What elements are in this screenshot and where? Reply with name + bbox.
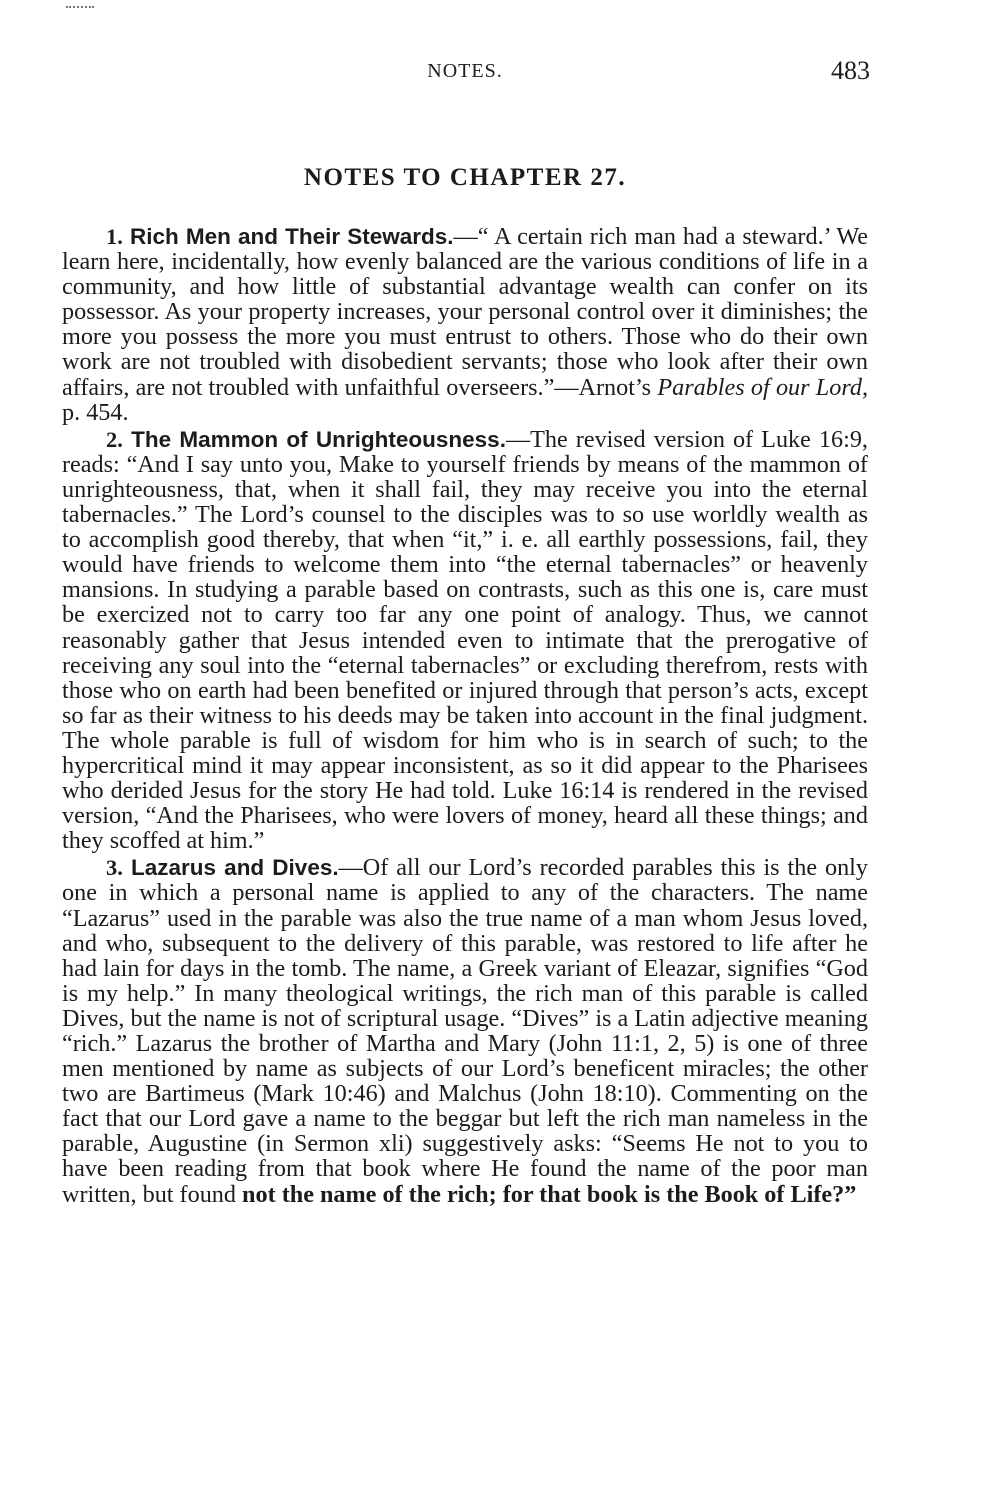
chapter-heading: NOTES TO CHAPTER 27. xyxy=(303,164,627,191)
note-1-number: 1. xyxy=(106,224,123,249)
running-head xyxy=(60,56,870,86)
note-3-final-line: not the name of the rich; for that book is the Book of Life?” xyxy=(242,1180,857,1208)
note-3-number: 3. xyxy=(106,855,123,881)
note-3-title: Lazarus and Dives. xyxy=(131,855,339,881)
note-3-heading xyxy=(106,855,339,880)
note-1 xyxy=(62,224,868,425)
scan-artifact xyxy=(66,6,94,12)
note-2-body: —The revised version of Luke 16:9, reads: “And I say unto you, Make to yourself friends by means of the mammon of unrighteousness, that, when it shall fail, they may receive you into the eternal tabernacles.” The Lord’s counsel to the disciples was to so use worldly wealth as to accomplish good thereby, that when “it,” i. e. all earthly possessions, fail, they would have friends to welcome them into “the eternal tabernacles” or heavenly mansions. In studying a parable based on contrasts, such as this one is, care must be exercized not to carry too far any one point of analogy. Thus, we cannot reasonably gather that Jesus intended even to intimate that the prerogative of receiving any soul into the “eternal tabernacles” or excluding therefrom, rests with those who on earth had been benefited or injured through that person’s acts, except so far as their witness to his deeds may be taken into account in the final judgment. The whole parable is full of wisdom for him who is in search of such; to the hypercritical mind it may appear inconsistent, as so it did appear to the Pharisees who derided Jesus for the story He had told. Luke 16:14 is rendered in the revised version, “And the Pharisees, who were lovers of money, heard all these things; and they scoffed at him.” xyxy=(62,425,868,855)
note-1-title: Rich Men and Their Stewards. xyxy=(130,224,454,249)
note-2 xyxy=(62,427,868,854)
notes-body xyxy=(62,224,868,1209)
note-1-citation-page: p. 454. xyxy=(62,398,129,426)
note-3-body: —Of all our Lord’s recorded parables this is the only one in which a personal name is applied to any of the characters. The name “Lazarus” used in the parable was also the true name of a man whom Jesus loved, and who, subsequent to the delivery of this parable, was restored to life after he had lain for days in the tomb. The name, a Greek variant of Eleazar, signifies “God is my help.” In many theological writings, the rich man of this parable is called Dives, but the name is not of scriptural usage. “Dives” is a Latin adjective meaning “rich.” Lazarus the brother of Martha and Mary (John 11:1, 2, 5) is one of three men mentioned by name as subjects of our Lord’s beneficent miracles; the other two are Bartimeus (Mark 10:46) and Malchus (John 18:10). Commenting on the fact that our Lord gave a name to the beggar but left the rich man nameless in the parable, Augustine (in Sermon xli) suggestively asks: “Seems He not to you to have been reading from that book where He found the name of the poor man written, but found xyxy=(62,854,869,1208)
note-3 xyxy=(62,855,868,1206)
note-1-body: —“ A certain rich man had a steward.’ We learn here, incidentally, how evenly balanced are the various conditions of life in a community, and how little of substantial advantage wealth can confer on its possessor. As your property increases, your personal control over it diminishes; the more you possess the more you must entrust to others. Those who do their own work are not troubled with disobedient servants; those who look after their own affairs, are not troubled with unfaithful overseers.”—Arnot’s xyxy=(62,223,868,401)
page-number: 483 xyxy=(831,56,870,85)
note-2-title: The Mammon of Unrighteousness. xyxy=(131,426,506,452)
note-2-number: 2. xyxy=(106,426,123,452)
note-2-heading xyxy=(106,427,506,452)
note-1-heading xyxy=(106,224,454,249)
note-1-citation: Parables of our Lord, xyxy=(657,373,868,401)
running-title: NOTES. xyxy=(427,60,503,82)
